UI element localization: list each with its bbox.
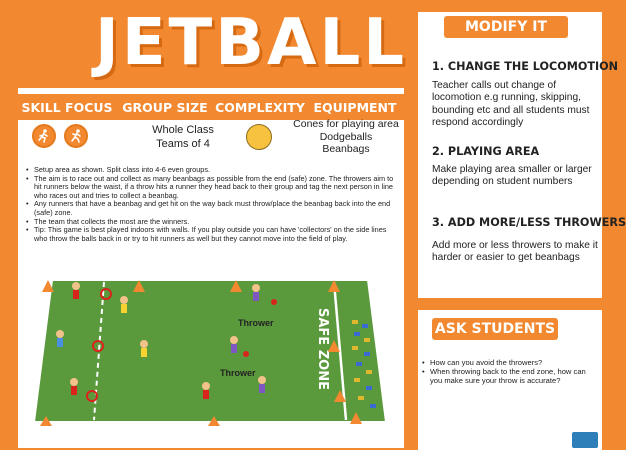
rule-item: • The aim is to race out and collect as many beanbags as possible from the end (safe) zone. The throwers aim to hit runners below the waist, if a throw hits a runner they head back to their group and tag the next person in line who races out and tries to collect a beanbag. [26,175,400,201]
playing-field-diagram [34,280,386,426]
group-size-heading: GROUP SIZE [122,99,208,115]
equipment-list [290,118,402,156]
page-title: JETBALL [95,6,408,80]
modify-item-heading: 3. ADD MORE/LESS THROWERS [432,216,626,229]
ask-question: • How can you avoid the throwers? [420,358,596,367]
ask-students-heading: ASK STUDENTS [432,318,558,340]
running-person-icon [32,124,56,148]
group-size-line: Whole Class [152,124,214,136]
complexity-indicator [246,124,272,150]
info-header-row [18,94,404,120]
equipment-item: Beanbags [322,143,370,155]
thrower-label: Thrower [220,368,256,378]
modify-item-body: Make playing area smaller or larger depending on student numbers [432,164,592,188]
equipment-item: Dodgeballs [319,130,373,143]
rule-item: • Any runners that have a beanbag and get hit on the way back must throw/place the beanbag back into the end (safe) zone. [26,200,400,217]
safe-zone-label: SAFE ZONE [315,308,330,390]
modify-item-heading: 2. PLAYING AREA [432,145,540,158]
running-person-icon [64,124,88,148]
brand-logo [572,432,598,448]
rule-item: • Setup area as shown. Split class into 4-6 even groups. [26,166,400,175]
thrower-label: Thrower [238,318,274,328]
equipment-item: Cones for playing area [293,118,399,130]
lesson-card [18,88,404,448]
modify-item-body: Add more or less throwers to make it harder or easier to get beanbags [432,240,598,264]
modify-item-heading: 1. CHANGE THE LOCOMOTION [432,60,619,73]
equipment-heading: EQUIPMENT [313,99,397,115]
rules-list [26,166,400,243]
rule-item: • The team that collects the most are the winners. [26,218,400,227]
modify-item-body: Teacher calls out change of locomotion e.g running, skipping, bounding etc and all students must respond accordingly [432,80,590,129]
skill-focus-heading: SKILL FOCUS [21,99,113,115]
rule-item: • Tip: This game is best played indoors with walls. If you play outside you can have 'collectors' on the side lines who throw the balls back in or try to hit runners as well but they cannot move into the field of play. [26,226,400,243]
complexity-heading: COMPLEXITY [215,99,305,115]
group-size-values [140,123,226,151]
skill-icons [32,124,88,148]
group-size-line: Teams of 4 [156,138,210,150]
ask-students-list [420,358,596,386]
modify-heading: MODIFY IT [444,16,568,38]
ask-question: • When throwing back to the end zone, how can you make sure your throw is accurate? [420,367,596,385]
